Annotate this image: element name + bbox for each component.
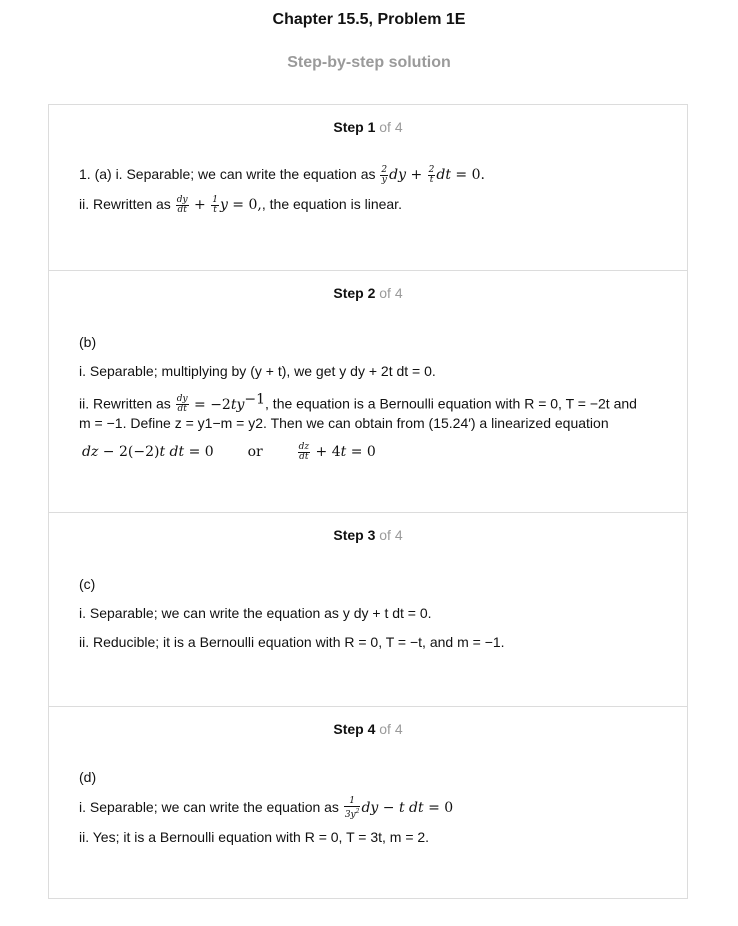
step-1-line-ii [79, 196, 402, 215]
step-4-line-i [79, 797, 453, 820]
solution-card [48, 104, 688, 899]
step-text: , the equation is a Bernoulli equation with R = 0, T = −2t and [265, 395, 637, 412]
equation: $\frac{dy}{dt}$ + $\frac{1}{t}$ y = 0, [176, 195, 262, 215]
step-3-section [49, 512, 687, 706]
step-count: of 4 [379, 527, 403, 543]
equation: $\frac{1}{3y^2}$ dy − t dt = 0 [344, 796, 454, 820]
step-4-header [49, 721, 687, 737]
step-label: Step 2 [333, 285, 376, 301]
step-2-section [49, 270, 687, 512]
equation: $\frac{dy}{dt}$ = $-2ty^{-1}$ [176, 391, 266, 415]
linearized-equation: dz − 2(−2)t dt = 0 or $\frac{dz}{dt}$ + 4t = 0 [82, 442, 376, 462]
step-label: Step 4 [333, 721, 376, 737]
step-2-header [49, 285, 687, 301]
part-label: (b) [79, 334, 97, 350]
step-2-line-cont: m = −1. Define z = y1−m = y2. Then we can obtain from (15.24′) a linearized equation [79, 415, 609, 431]
step-label: Step 3 [333, 527, 376, 543]
step-4-line-ii: ii. Yes; it is a Bernoulli equation with R = 0, T = 3t, m = 2. [79, 829, 430, 845]
step-count: of 4 [379, 119, 403, 135]
step-4-section [49, 706, 687, 898]
step-2-line-ii [79, 391, 637, 414]
step-count: of 4 [379, 721, 403, 737]
step-1-line-a [79, 166, 485, 185]
part-label: (c) [79, 576, 96, 592]
step-1-section [49, 105, 687, 270]
step-text: i. Separable; we can write the equation as [79, 799, 339, 816]
part-label: (d) [79, 769, 97, 785]
step-count: of 4 [379, 285, 403, 301]
page-title: Chapter 15.5, Problem 1E [272, 11, 466, 28]
step-text: 1. (a) i. Separable; we can write the equation as [79, 166, 376, 183]
step-1-header [49, 119, 687, 135]
step-3-line-ii: ii. Reducible; it is a Bernoulli equation with R = 0, T = −t, and m = −1. [79, 634, 505, 650]
step-label: Step 1 [333, 119, 376, 135]
step-text: , the equation is linear. [261, 196, 402, 213]
step-text: ii. Rewritten as [79, 395, 171, 412]
page-subtitle: Step-by-step solution [287, 54, 451, 71]
step-3-line-i: i. Separable; we can write the equation as y dy + t dt = 0. [79, 605, 432, 621]
step-2-line-i: i. Separable; multiplying by (y + t), we get y dy + 2t dt = 0. [79, 363, 436, 379]
step-3-header [49, 527, 687, 543]
step-text: ii. Rewritten as [79, 196, 171, 213]
equation: $\frac{2}{y}$ dy + $\frac{2}{t}$ dt = 0. [381, 165, 485, 185]
or-text: or [247, 444, 263, 461]
